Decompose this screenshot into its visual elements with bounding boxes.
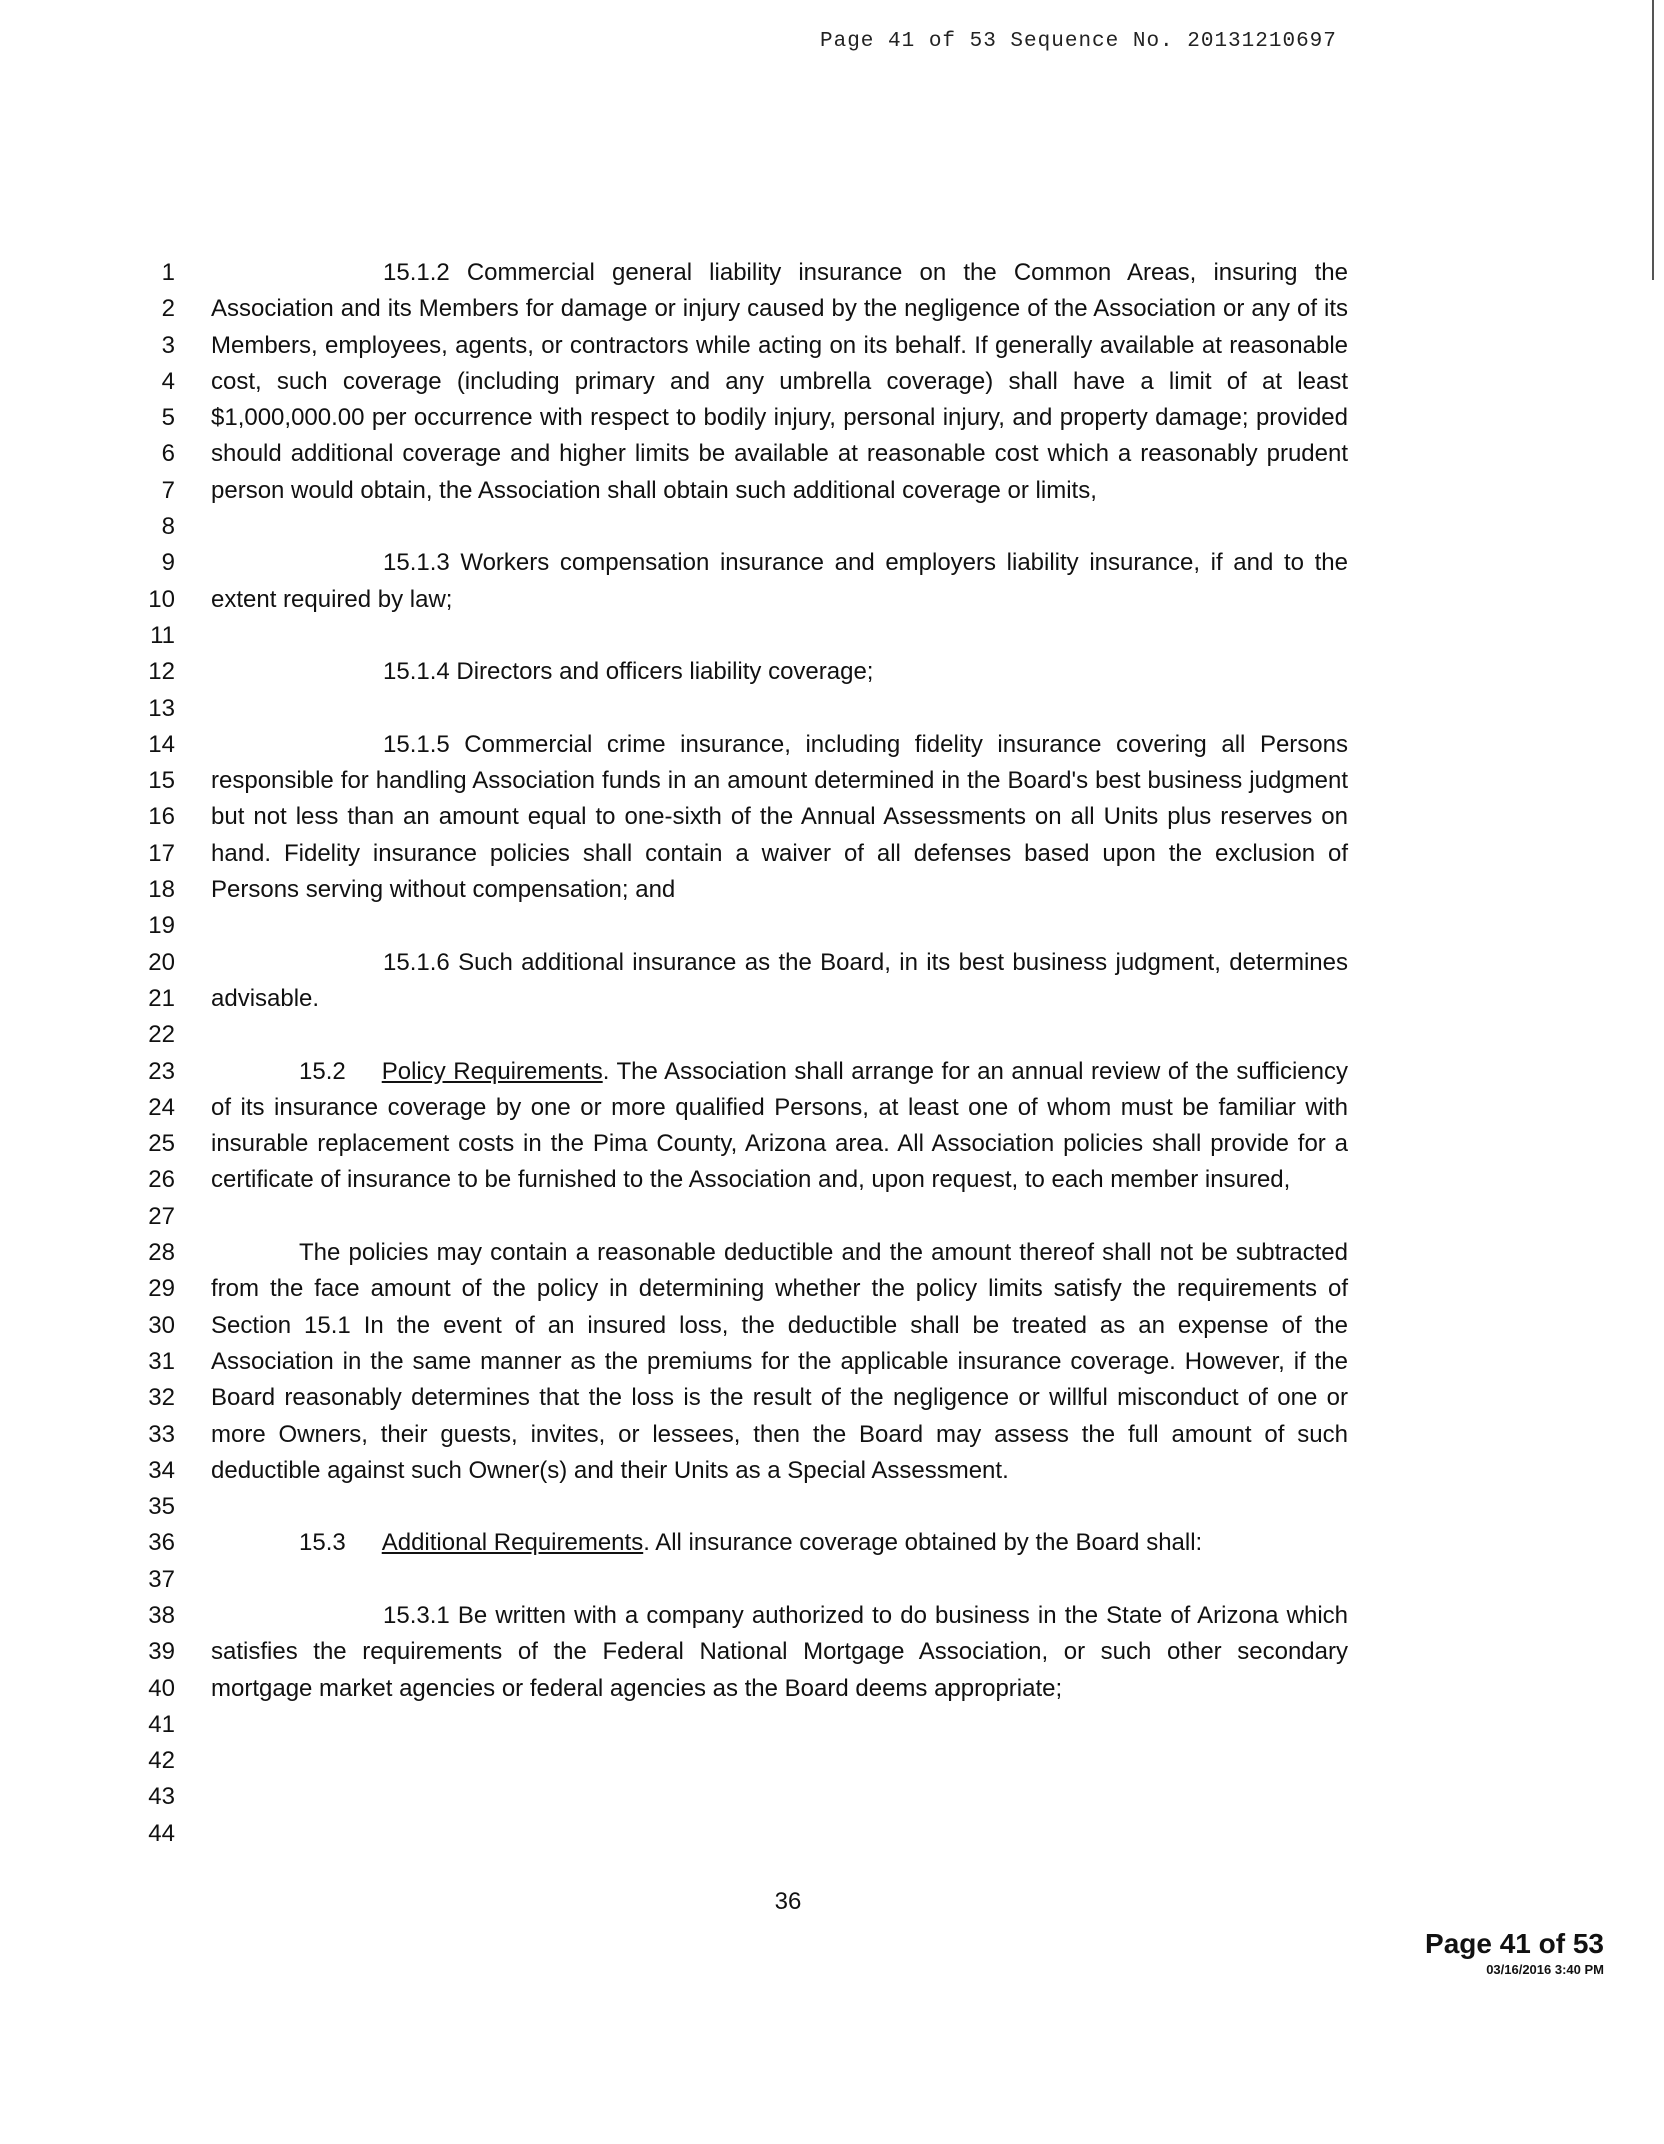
line-number: 39 (148, 1638, 175, 1666)
page-number: 36 (774, 1888, 802, 1915)
line-number: 42 (148, 1747, 175, 1775)
line-number: 2 (161, 295, 175, 323)
line-number: 15 (148, 767, 175, 795)
line-number: 1 (161, 259, 175, 286)
section-15-3-number: 15.3 (299, 1529, 346, 1557)
line-number: 31 (148, 1347, 175, 1375)
line-number: 32 (148, 1384, 175, 1412)
section-15-2 (211, 1054, 1348, 1199)
line-number: 6 (161, 440, 175, 468)
stamp-page-count: Page 41 of 53 (1425, 1928, 1604, 1959)
paragraph-15-1-6: 15.1.6 Such additional insurance as the Board, in its best business judgment, determines advisable. (211, 948, 1348, 1012)
section-15-2-number: 15.2 (299, 1057, 346, 1085)
line-number: 27 (148, 1202, 175, 1230)
line-number: 22 (148, 1021, 175, 1049)
line-number: 30 (148, 1311, 175, 1339)
blank-line (211, 618, 1348, 654)
blank-line (211, 1562, 1348, 1598)
line-number: 29 (148, 1275, 175, 1303)
line-number: 21 (148, 984, 175, 1012)
line-number: 34 (148, 1456, 175, 1484)
line-number: 40 (148, 1674, 175, 1702)
line-number: 16 (148, 803, 175, 831)
blank-line (211, 1199, 1348, 1235)
stamp-datetime: 03/16/2016 3:40 PM (1486, 1962, 1604, 1977)
line-number: 26 (148, 1166, 175, 1194)
line-number: 4 (161, 367, 175, 395)
section-15-3 (211, 1525, 1348, 1561)
line-number: 37 (148, 1565, 175, 1593)
recording-stamp (1425, 1928, 1604, 1977)
scan-edge-line (1652, 0, 1654, 280)
recording-header: Page 41 of 53 Sequence No. 20131210697 (820, 30, 1337, 53)
paragraph-15-1-2: 15.1.2 Commercial general liability insurance on the Common Areas, insuring the Association and its Members for damage or injury caused by the negligence of the Association or any of its Members, employees, agents, or contractors while acting on its behalf. If generally available at reasonable cost, such coverage (including primary and any umbrella coverage) shall have a limit of at least $1,000,000.00 per occurrence with respect to bodily injury, personal injury, and property damage; provided should additional coverage and higher limits be available at reasonable cost which a reasonably prudent person would obtain, the Association shall obtain such additional coverage or limits, (211, 259, 1348, 504)
blank-line (211, 1489, 1348, 1525)
blank-line (211, 908, 1348, 944)
line-number: 11 (150, 621, 175, 649)
line-number: 10 (148, 585, 175, 613)
line-number: 28 (148, 1239, 175, 1267)
line-number: 18 (148, 876, 175, 904)
line-number: 41 (148, 1710, 175, 1738)
paragraph-15-1-3: 15.1.3 Workers compensation insurance and employers liability insurance, if and to the extent required by law; (211, 549, 1348, 613)
line-number: 43 (148, 1783, 175, 1811)
line-number: 14 (148, 730, 175, 758)
line-number: 19 (148, 912, 175, 940)
line-number: 36 (148, 1529, 175, 1557)
line-number: 38 (148, 1601, 175, 1629)
line-number: 23 (148, 1057, 175, 1085)
line-number: 5 (161, 404, 175, 432)
blank-line (211, 509, 1348, 545)
line-number: 9 (161, 549, 175, 577)
line-number: 17 (148, 839, 175, 867)
section-15-2-text: . The Association shall arrange for an annual review of the sufficiency of its insurance coverage by one or more qualified Persons, at least one of whom must be familiar with insurable replacement costs in the Pima County, Arizona area. All Association policies shall provide for a certificate of insurance to be furnished to the Association and, upon request, to each member insured, (211, 1057, 1348, 1194)
line-number: 33 (148, 1420, 175, 1448)
line-number: 13 (148, 694, 175, 722)
section-15-3-heading: Additional Requirements (381, 1529, 644, 1557)
line-number: 20 (148, 948, 175, 976)
line-number: 8 (161, 513, 175, 541)
paragraph-deductible: The policies may contain a reasonable deductible and the amount thereof shall not be subtracted from the face amount of the policy in determining whether the policy limits satisfy the requirements of Section 15.1 In the event of an insured loss, the deductible shall be treated as an expense of the Association in the same manner as the premiums for the applicable insurance coverage. However, if the Board reasonably determines that the loss is the result of the negligence or willful misconduct of one or more Owners, their guests, invites, or lessees, then the Board may assess the full amount of such deductible against such Owner(s) and their Units as a Special Assessment. (211, 1239, 1348, 1484)
paragraph-15-1-5: 15.1.5 Commercial crime insurance, including fidelity insurance covering all Persons responsible for handling Association funds in an amount determined in the Board's best business judgment but not less than an amount equal to one-sixth of the Annual Assessments on all Units plus reserves on hand. Fidelity insurance policies shall contain a waiver of all defenses based upon the exclusion of Persons serving without compensation; and (211, 730, 1348, 904)
blank-line (211, 691, 1348, 727)
paragraph-15-3-1: 15.3.1 Be written with a company authorized to do business in the State of Arizona which satisfies the requirements of the Federal National Mortgage Association, or such other secondary mortgage market agencies or federal agencies as the Board deems appropriate; (211, 1601, 1348, 1702)
line-number: 44 (148, 1819, 175, 1847)
line-number: 7 (161, 476, 175, 504)
line-number-column (130, 255, 175, 1852)
line-number: 12 (148, 658, 175, 686)
line-number: 35 (148, 1493, 175, 1521)
document-body (211, 255, 1348, 1707)
blank-line (211, 1017, 1348, 1053)
line-number: 3 (161, 331, 175, 359)
paragraph-15-1-4: 15.1.4 Directors and officers liability coverage; (383, 658, 874, 686)
line-number: 24 (148, 1093, 175, 1121)
section-15-2-heading: Policy Requirements (381, 1057, 603, 1085)
section-15-3-text: . All insurance coverage obtained by the Board shall: (643, 1529, 1203, 1557)
line-number: 25 (148, 1130, 175, 1158)
